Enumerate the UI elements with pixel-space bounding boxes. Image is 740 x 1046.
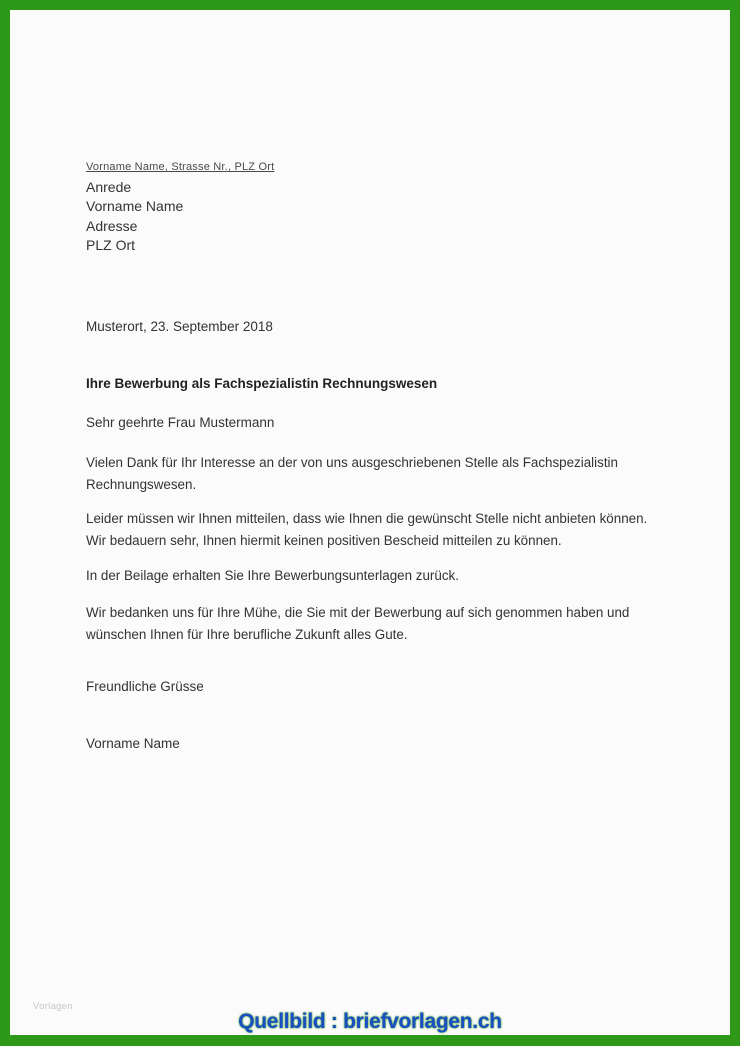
recipient-name-placeholder: Vorname Name [86, 198, 184, 215]
source-caption: Quellbild : briefvorlagen.ch [238, 1010, 502, 1033]
closing-line: Freundliche Grüsse [86, 679, 204, 694]
recipient-address-block [86, 178, 183, 255]
salutation-line: Sehr geehrte Frau Mustermann [86, 415, 275, 430]
date-place-line: Musterort, 23. September 2018 [86, 319, 273, 334]
recipient-city-placeholder: PLZ Ort [86, 236, 136, 253]
body-paragraph-rejection: Leider müssen wir Ihnen mitteilen, dass wie Ihnen die gewünscht Stelle nicht anbieten können. Wir bedauern sehr, Ihnen hiermit keinen positiven Bescheid mitteilen zu können. [86, 511, 648, 548]
signature-name: Vorname Name [86, 736, 180, 751]
recipient-street-placeholder: Adresse [86, 217, 138, 234]
subject-line: Ihre Bewerbung als Fachspezialistin Rechnungswesen [86, 376, 438, 391]
sender-reference-line: Vorname Name, Strasse Nr., PLZ Ort [86, 161, 275, 173]
vorlagen-watermark: Vorlagen [33, 1001, 73, 1012]
body-paragraph-wishes: Wir bedanken uns für Ihre Mühe, die Sie mit der Bewerbung auf sich genommen haben und wünschen Ihnen für Ihre berufliche Zukunft alles Gute. [86, 605, 630, 642]
body-paragraph-enclosure: In der Beilage erhalten Sie Ihre Bewerbungsunterlagen zurück. [86, 568, 459, 583]
recipient-salutation-placeholder: Anrede [86, 179, 132, 195]
body-paragraph-thanks: Vielen Dank für Ihr Interesse an der von uns ausgeschriebenen Stelle als Fachspezialistin Rechnungswesen. [86, 455, 618, 492]
